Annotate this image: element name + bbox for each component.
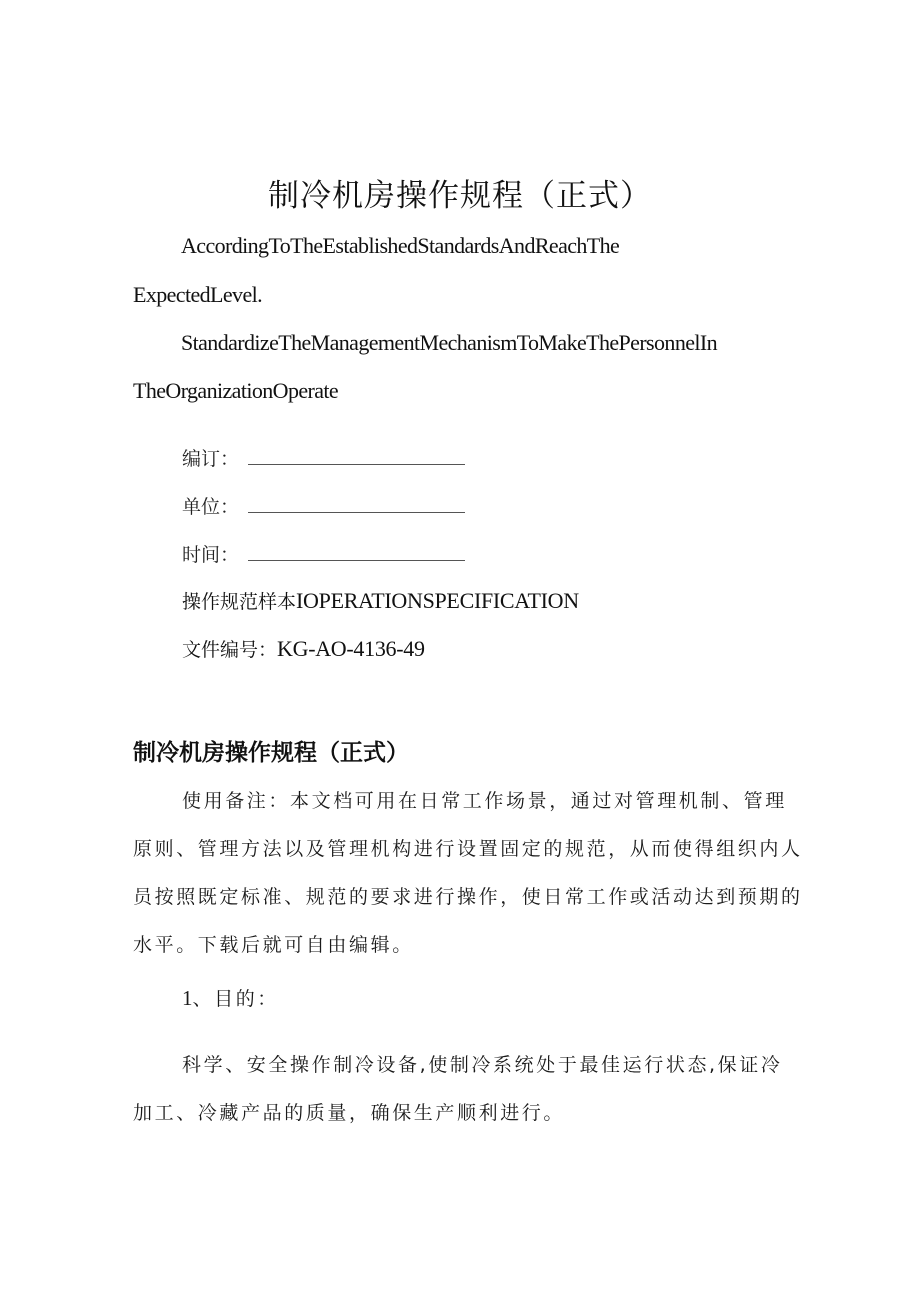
editor-field-line[interactable] bbox=[248, 464, 465, 465]
english-line-4: TheOrganizationOperate bbox=[133, 378, 339, 403]
english-line-3: StandardizeTheManagementMechanismToMakeThePersonnelIn bbox=[181, 330, 718, 355]
time-field-line[interactable] bbox=[248, 560, 465, 561]
sample-en-label: IOPERATIONSPECIFICATION bbox=[296, 588, 579, 613]
time-label: 时间： bbox=[182, 544, 240, 566]
item-1-number: 1 bbox=[182, 986, 193, 1010]
unit-label: 单位： bbox=[182, 496, 240, 518]
section-title: 制冷机房操作规程（正式） bbox=[133, 740, 409, 766]
unit-field-line[interactable] bbox=[248, 512, 465, 513]
item-1-label: 、目的： bbox=[192, 988, 279, 1010]
english-line-2: ExpectedLevel. bbox=[133, 282, 263, 307]
file-number-line bbox=[182, 635, 425, 662]
purpose-line-1: 科学、安全操作制冷设备,使制冷系统处于最佳运行状态,保证冷 bbox=[182, 1054, 783, 1076]
note-line-3: 员按照既定标准、规范的要求进行操作，使日常工作或活动达到预期的 bbox=[133, 886, 803, 908]
editor-label: 编订： bbox=[182, 448, 240, 470]
sample-cn-label: 操作规范样本 bbox=[182, 591, 297, 613]
note-line-4: 水平。下载后就可自由编辑。 bbox=[133, 934, 414, 956]
item-1-heading bbox=[182, 984, 279, 1011]
sample-line bbox=[182, 587, 579, 614]
file-number-value: KG-AO-4136-49 bbox=[277, 636, 425, 661]
purpose-line-2: 加工、冷藏产品的质量，确保生产顺利进行。 bbox=[133, 1102, 566, 1124]
english-line-1: AccordingToTheEstablishedStandardsAndReachThe bbox=[181, 233, 620, 258]
file-number-label: 文件编号： bbox=[182, 639, 278, 661]
note-line-1: 使用备注：本文档可用在日常工作场景，通过对管理机制、管理 bbox=[182, 790, 787, 812]
note-line-2: 原则、管理方法以及管理机构进行设置固定的规范，从而使得组织内人 bbox=[133, 838, 803, 860]
document-title: 制冷机房操作规程（正式） bbox=[268, 178, 652, 214]
